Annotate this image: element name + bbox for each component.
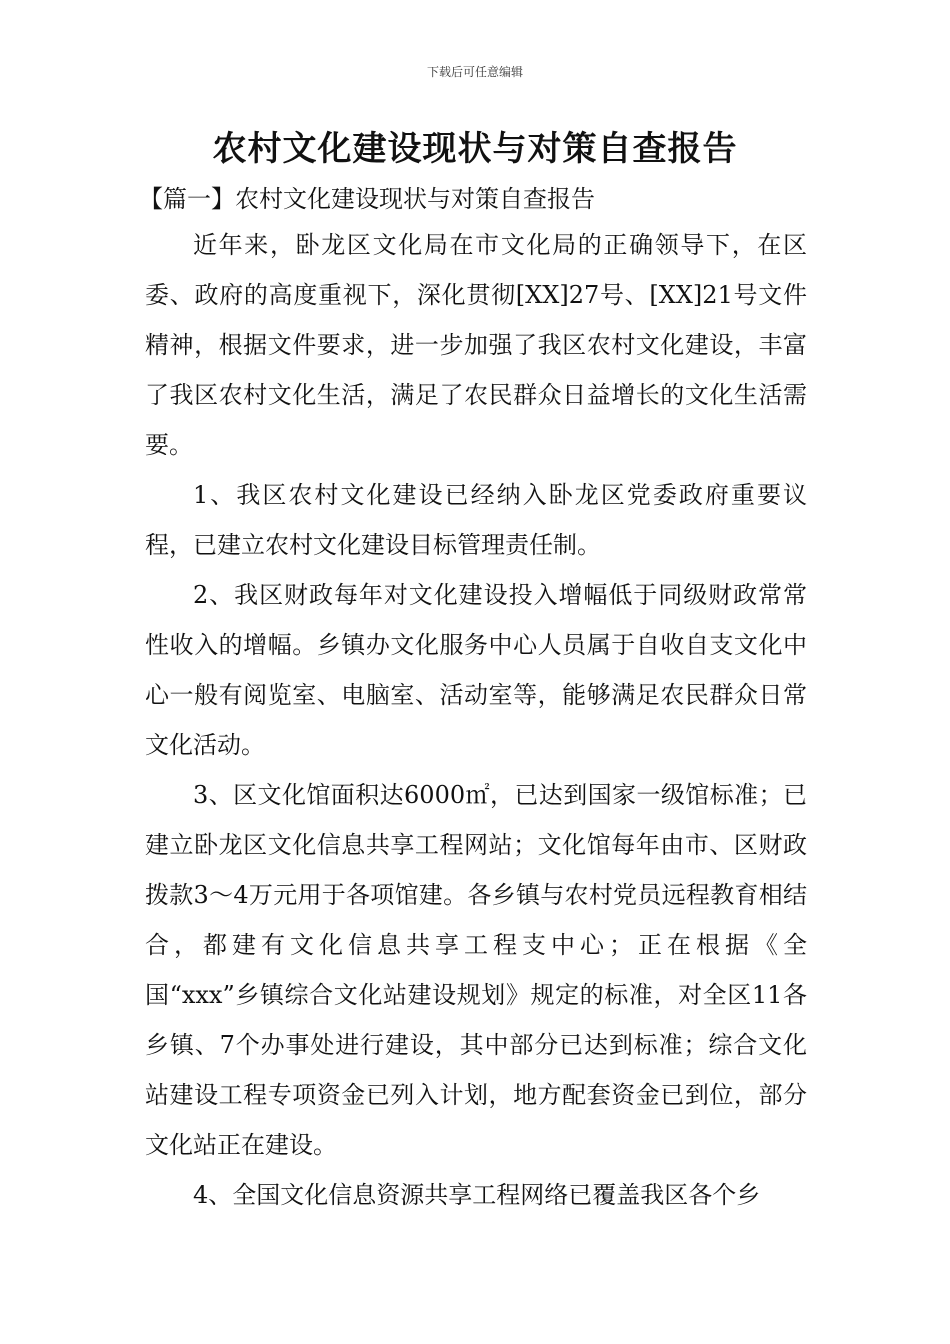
page-header-note: 下载后可任意编辑 — [426, 65, 523, 79]
document-body — [139, 178, 807, 1220]
paragraph-item-3: 3、区文化馆面积达6000㎡，已达到国家一级馆标准；已建立卧龙区文化信息共享工程网站；文化馆每年由市、区财政拨款3～4万元用于各项馆建。各乡镇与农村党员远程教育相结合，都建有文化信息共享工程支中心；正在根据《全国“xxx”乡镇综合文化站建设规划》规定的标准，对全区11各乡镇、7个办事处进行建设，其中部分已达到标准；综合文化站建设工程专项资金已列入计划，地方配套资金已到位，部分文化站正在建设。 — [145, 781, 807, 1159]
paragraph-item-1: 1、我区农村文化建设已经纳入卧龙区党委政府重要议程，已建立农村文化建设目标管理责任制。 — [145, 481, 807, 559]
paragraph-item-2: 2、我区财政每年对文化建设投入增幅低于同级财政常常性收入的增幅。乡镇办文化服务中心人员属于自收自支文化中心一般有阅览室、电脑室、活动室等，能够满足农民群众日常文化活动。 — [145, 581, 807, 759]
paragraph-intro: 近年来，卧龙区文化局在市文化局的正确领导下，在区委、政府的高度重视下，深化贯彻[XX]27号、[XX]21号文件精神，根据文件要求，进一步加强了我区农村文化建设，丰富了我区农村文化生活，满足了农民群众日益增长的文化生活需要。 — [145, 231, 807, 459]
section-heading: 【篇一】农村文化建设现状与对策自查报告 — [139, 185, 595, 213]
document-title: 农村文化建设现状与对策自查报告 — [212, 129, 738, 169]
paragraph-item-4: 4、全国文化信息资源共享工程网络已覆盖我区各个乡 — [193, 1181, 761, 1209]
